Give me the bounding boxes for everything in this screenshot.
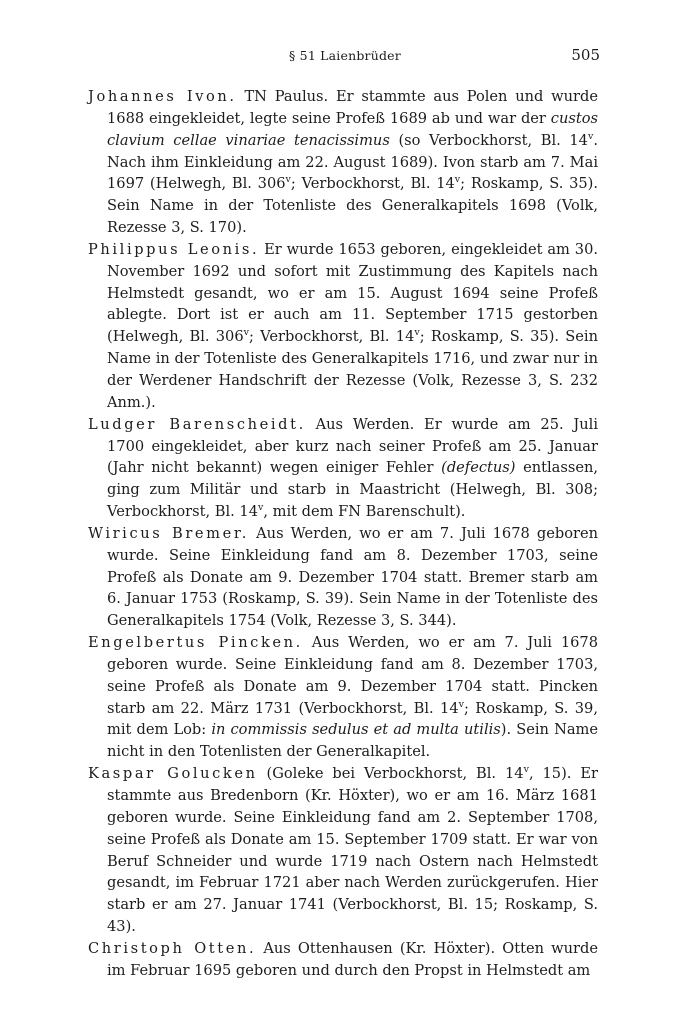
entry-text: (Goleke bei Verbockhorst, Bl. 14 [257, 765, 524, 783]
entry-text: entlassen, ging zum Militär und starb in Maastricht (Helwegh, Bl. 308; Verbockhorst, Bl. 14 [107, 459, 598, 521]
entry-name: Philippus Leonis. [88, 240, 260, 258]
latin-quote: in commissis sedulus et ad multa utilis [211, 721, 501, 739]
entry-text: ; Verbockhorst, Bl. 14 [249, 328, 415, 346]
folio-verso-mark: v [414, 327, 420, 339]
entry-text: Aus Werden, wo er am 7. Juli 1678 geboren wurde. Seine Einkleidung fand am 8. Dezember 1703, seine Profeß als Donate am 9. Dezember 1704 statt. Bremer starb am 6. Januar 1753 (Roskamp, S. 39). Sein Name in der Totenliste des Generalkapitels 1754 (Volk, Rezesse 3, S. 344). [107, 524, 598, 630]
folio-verso-mark: v [454, 174, 461, 186]
running-head: § 51 Laienbrüder [289, 48, 401, 63]
entry-text: Aus Werden. Er wurde am 25. Juli 1700 eingekleidet, aber kurz nach seiner Profeß am 25. Januar (Jahr nicht bekannt) wegen einiger Fehler [107, 415, 598, 477]
entry-name: Kaspar Golucken [88, 765, 258, 783]
register-entry [88, 938, 598, 982]
entry-text: (so Verbockhorst, Bl. 14 [389, 131, 588, 149]
latin-quote: custos clavium cellae vinariae tenacissimus [107, 109, 598, 149]
page-number: 505 [571, 46, 600, 64]
entry-text: TN Paulus. Er stammte aus Polen und wurde 1688 eingekleidet, legte seine Profeß 1689 ab und war der [107, 88, 598, 127]
latin-quote: (defectus) [441, 459, 516, 477]
entry-text: , mit dem FN Barenschult). [263, 503, 466, 521]
entry-text: ; Roskamp, S. 39, mit dem Lob: [107, 699, 598, 739]
entry-text: ). Sein Name nicht in den Totenlisten der Generalkapitel. [107, 721, 599, 761]
entry-text: Aus Werden, wo er am 7. Juli 1678 geboren wurde. Seine Einkleidung fand am 8. Dezember 1703, seine Profeß als Donate am 9. Dezember 1704 statt. Pincken starb am 22. März 1731 (Verbockhorst, Bl. 14 [107, 634, 599, 717]
entry-name: Wiricus Bremer. [88, 524, 250, 542]
register-entry [88, 86, 598, 239]
entry-list [88, 86, 598, 982]
folio-verso-mark: v [523, 764, 529, 776]
register-entry [88, 763, 598, 938]
entry-name: Christoph Otten. [88, 939, 257, 957]
entry-text: Aus Ottenhausen (Kr. Höxter). Otten wurde im Februar 1695 geboren und durch den Propst in Helmstedt am [107, 939, 599, 979]
register-entry [88, 523, 598, 632]
register-entry [88, 239, 598, 414]
folio-verso-mark: v [243, 327, 249, 339]
register-entry [88, 414, 598, 523]
entry-text: ; Verbockhorst, Bl. 14 [290, 175, 455, 193]
folio-verso-mark: v [458, 698, 464, 710]
register-entry [88, 632, 598, 763]
page-header [90, 48, 600, 68]
folio-verso-mark: v [285, 174, 291, 186]
entry-text: , 15). Er stammte aus Bredenborn (Kr. Höxter), wo er am 16. März 1681 geboren wurde. Seine Einkleidung fand am 2. September 1708, seine Profeß als Donate am 15. September 1709 statt. Er war von Beruf Schneider und wurde 1719 nach Ostern nach Helmstedt gesandt, im Februar 1721 aber nach Werden zurückgerufen. Hier starb er am 27. Januar 1741 (Verbockhorst, Bl. 15; Roskamp, S. 43). [107, 765, 598, 936]
entry-name: Ludger Barenscheidt. [88, 415, 306, 433]
folio-verso-mark: v [587, 130, 594, 142]
entry-text: Er wurde 1653 geboren, eingekleidet am 30. November 1692 und sofort mit Zustimmung des Kapitels nach Helmstedt gesandt, wo er am 15. August 1694 seine Profeß ablegte. Dort ist er auch am 11. September 1715 gestorben (Helwegh, Bl. 306 [107, 240, 598, 346]
entry-text: ; Roskamp, S. 35). Sein Name in der Totenliste des Generalkapitels 1698 (Volk, Rezesse 3, S. 170). [107, 175, 598, 237]
entry-text: ; Roskamp, S. 35). Sein Name in der Totenliste des Generalkapitels 1716, und zwar nur in der Werdener Handschrift der Rezesse (Volk, Rezesse 3, S. 232 Anm.). [107, 328, 598, 411]
entry-text: . Nach ihm Einkleidung am 22. August 1689). Ivon starb am 7. Mai 1697 (Helwegh, Bl. 306 [107, 131, 598, 193]
folio-verso-mark: v [258, 502, 264, 514]
entry-name: Johannes Ivon. [88, 88, 237, 105]
entry-name: Engelbertus Pincken. [88, 634, 303, 652]
